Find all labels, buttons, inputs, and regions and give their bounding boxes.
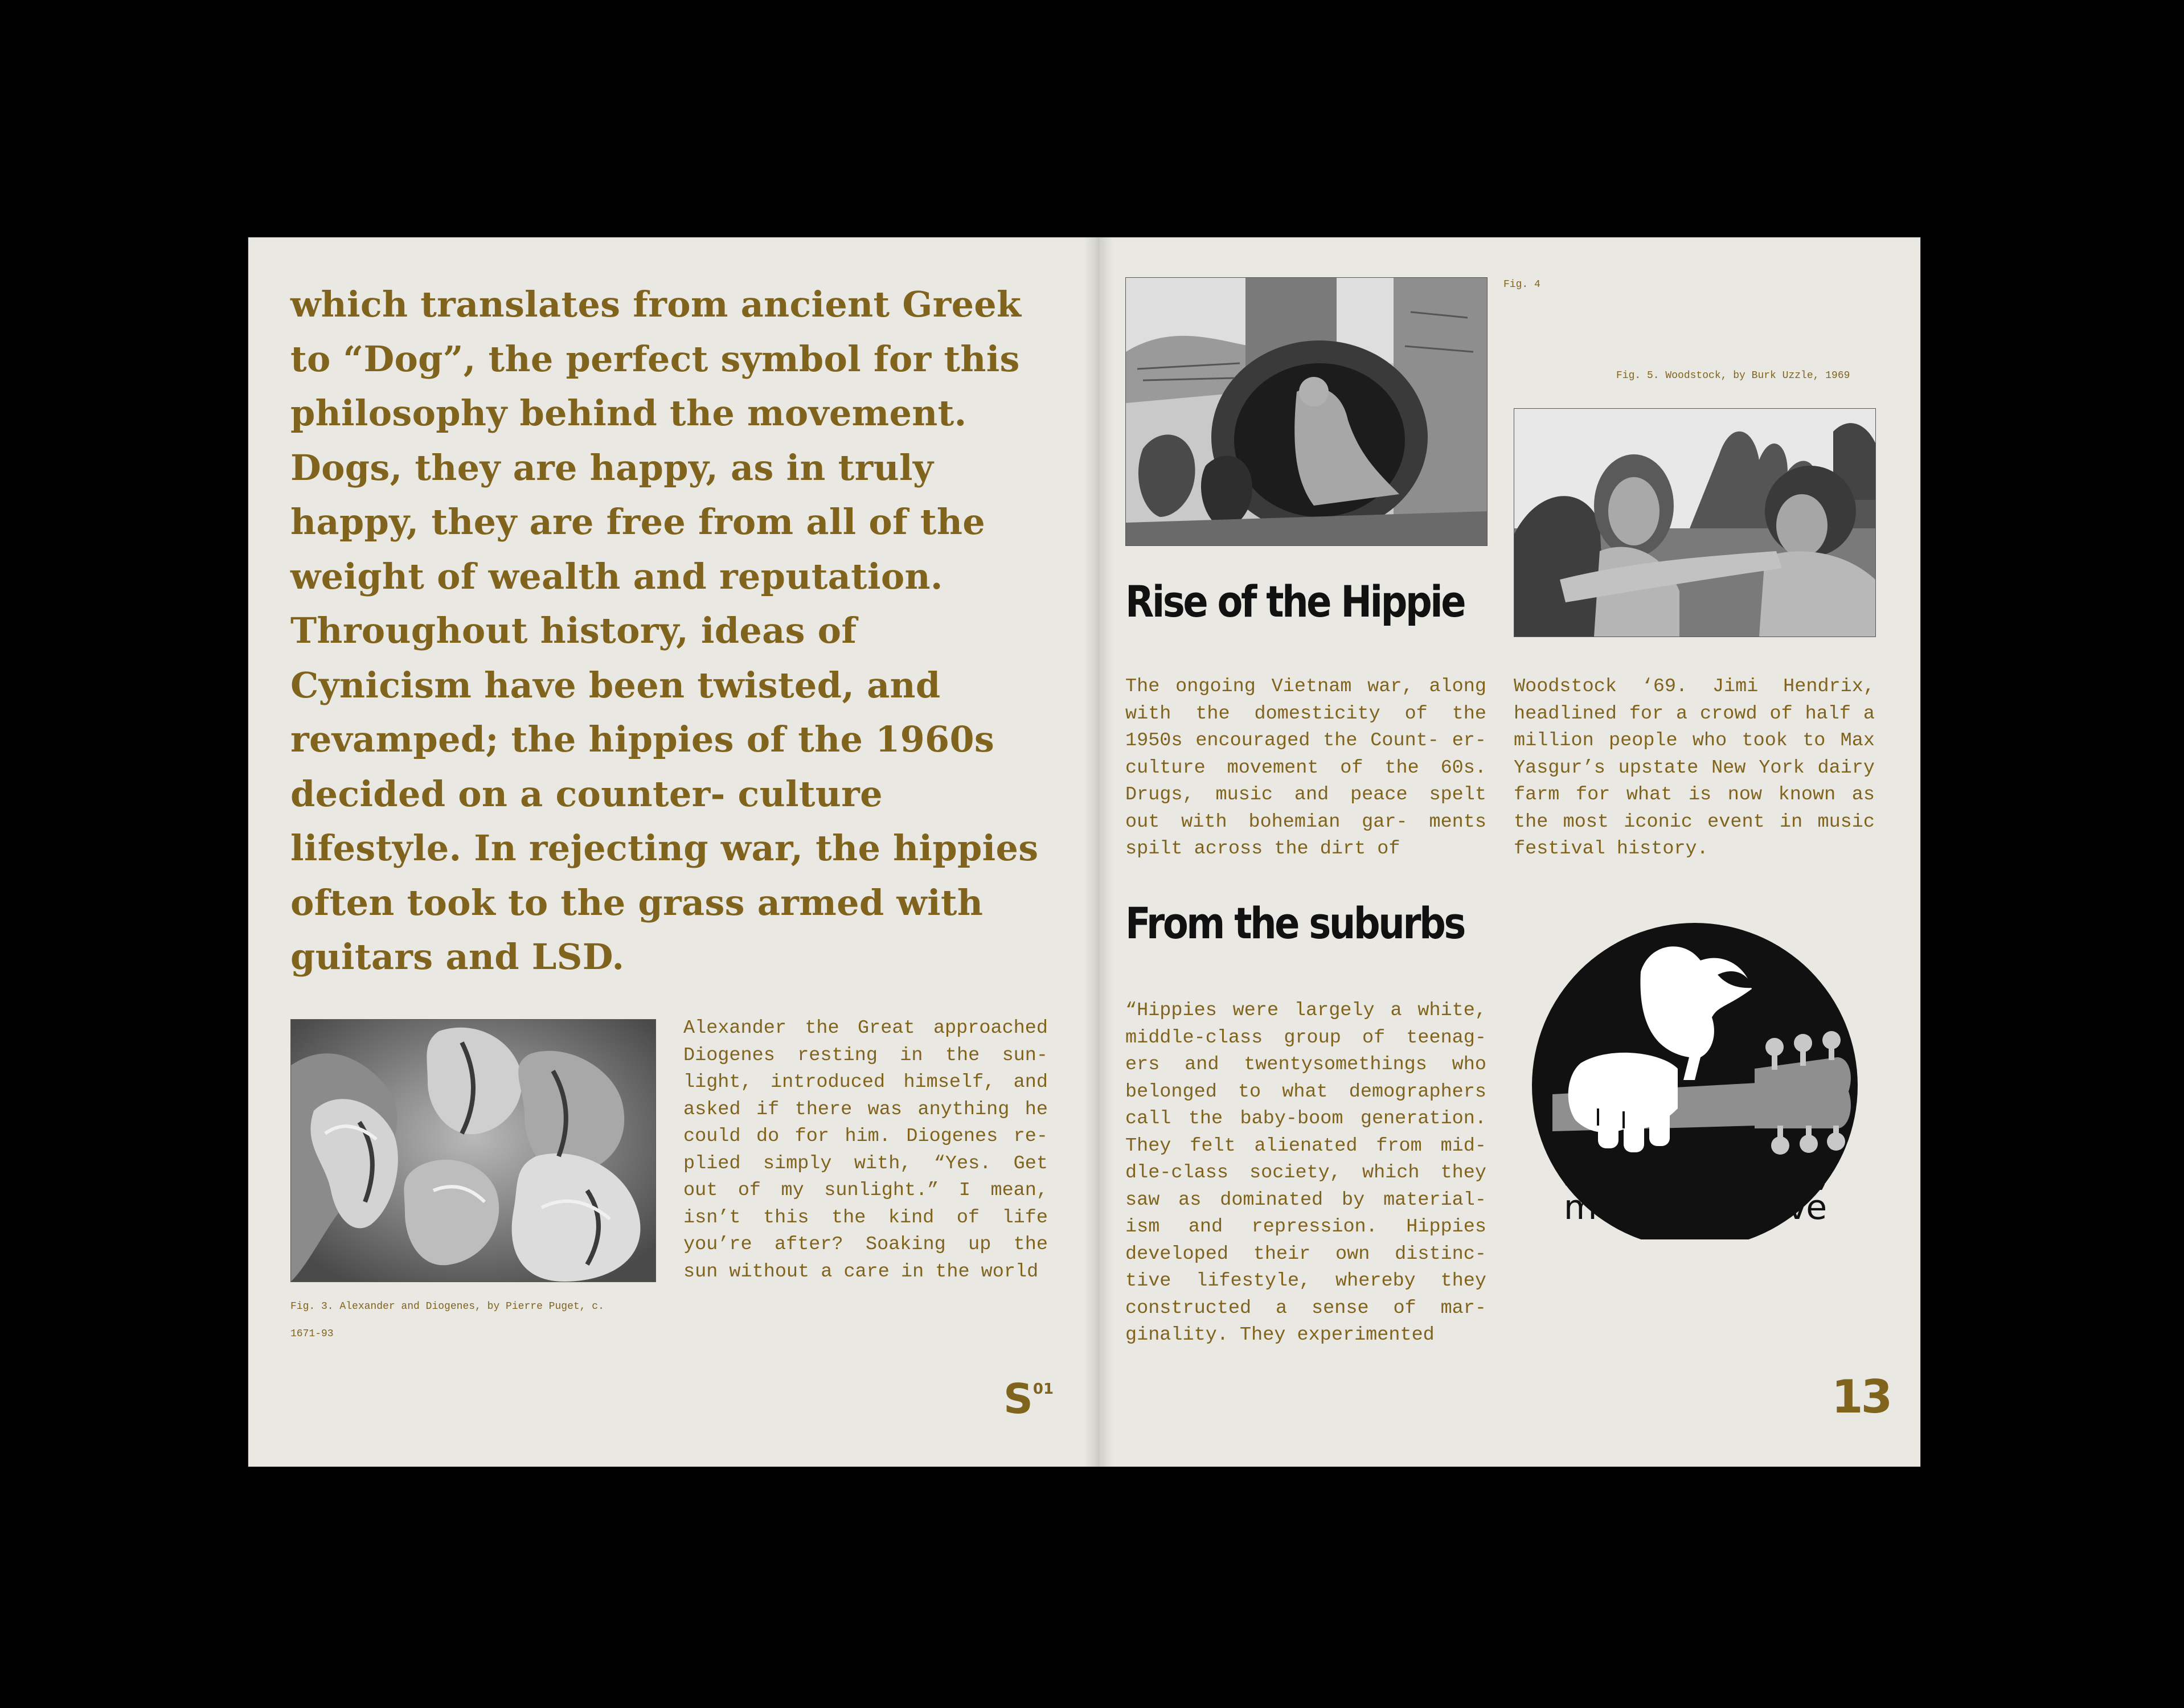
- relief-illustration: [291, 1020, 655, 1282]
- diogenes-barrel-engraving-image: [1125, 277, 1488, 546]
- center-fold: [1084, 237, 1113, 1467]
- fig3-caption-line2: 1671-93: [290, 1328, 334, 1340]
- woodstock-column-text: Woodstock ‘69. Jimi Hendrix, headlined for a crowd of half a million people who took to Max Yasgur’s upstate New York dairy farm for what is now known as the most iconic event in music festival history.: [1514, 676, 1875, 860]
- heading-from-the-suburbs: From the suburbs: [1125, 898, 1464, 949]
- engraving-illustration: [1126, 278, 1487, 545]
- woodstock-photo-image: [1514, 408, 1876, 637]
- fig4-label: Fig. 4: [1503, 279, 1540, 290]
- woodstock-illustration: [1514, 409, 1875, 637]
- fig5-caption: Fig. 5. Woodstock, by Burk Uzzle, 1969: [1616, 370, 1850, 381]
- diogenes-column-text: Alexander the Great approached Diogenes resting in the sun- light, introduced himself, and asked if there was anything he could do for him. Diogenes re- plied simply with, “Yes. Get out of my sunlight.” I mean, isn’t this the kind of life you’re after? Soaking up the sun without a care in the world: [683, 1017, 1048, 1283]
- fig3-caption-line1: Fig. 3. Alexander and Diogenes, by Pierre Puget, c.: [290, 1301, 604, 1312]
- section-mark: [1003, 1375, 1054, 1423]
- woodstock-poster-logo: [1530, 921, 1860, 1239]
- poster-line-2: music...and love: [1563, 1188, 1826, 1227]
- section-letter: S: [1003, 1375, 1033, 1423]
- page-number: 13: [1831, 1370, 1891, 1423]
- section-number: 01: [1032, 1381, 1054, 1398]
- magazine-spread: [248, 237, 1920, 1467]
- heading-rise-of-the-hippie: Rise of the Hippie: [1125, 576, 1465, 627]
- suburbs-column-text: “Hippies were largely a white, middle-class group of teenag- ers and twentysomethings who belonged to what demographers call the baby-boom generation. They felt alienated from mid- dle-class society, which they saw as dominated by material- ism and repression. Hippies developed their own distinc- tive lifestyle, whereby they constructed a sense of mar- ginality. They experimented: [1125, 1000, 1486, 1346]
- alexander-diogenes-relief-image: [290, 1019, 656, 1282]
- rise-column-text: The ongoing Vietnam war, along with the domesticity of the 1950s encouraged the Count- er-culture movement of the 60s. Drugs, music and peace spelt out with bohemian gar- ments spilt across the dirt of: [1125, 676, 1486, 860]
- pull-quote: which translates from ancient Greek to “Dog”, the perfect symbol for this philosophy behind the movement. Dogs, they are happy, as in truly happy, they are free from all of the weight of wealth and reputation. Throughout history, ideas of Cynicism have been twisted, and revamped; the hippies of the 1960s decided on a counter- culture lifestyle. In rejecting war, the hippies often took to the grass armed with guitars and LSD.: [290, 284, 1039, 978]
- poster-line-1: 3 days of peace,: [1563, 1155, 1827, 1194]
